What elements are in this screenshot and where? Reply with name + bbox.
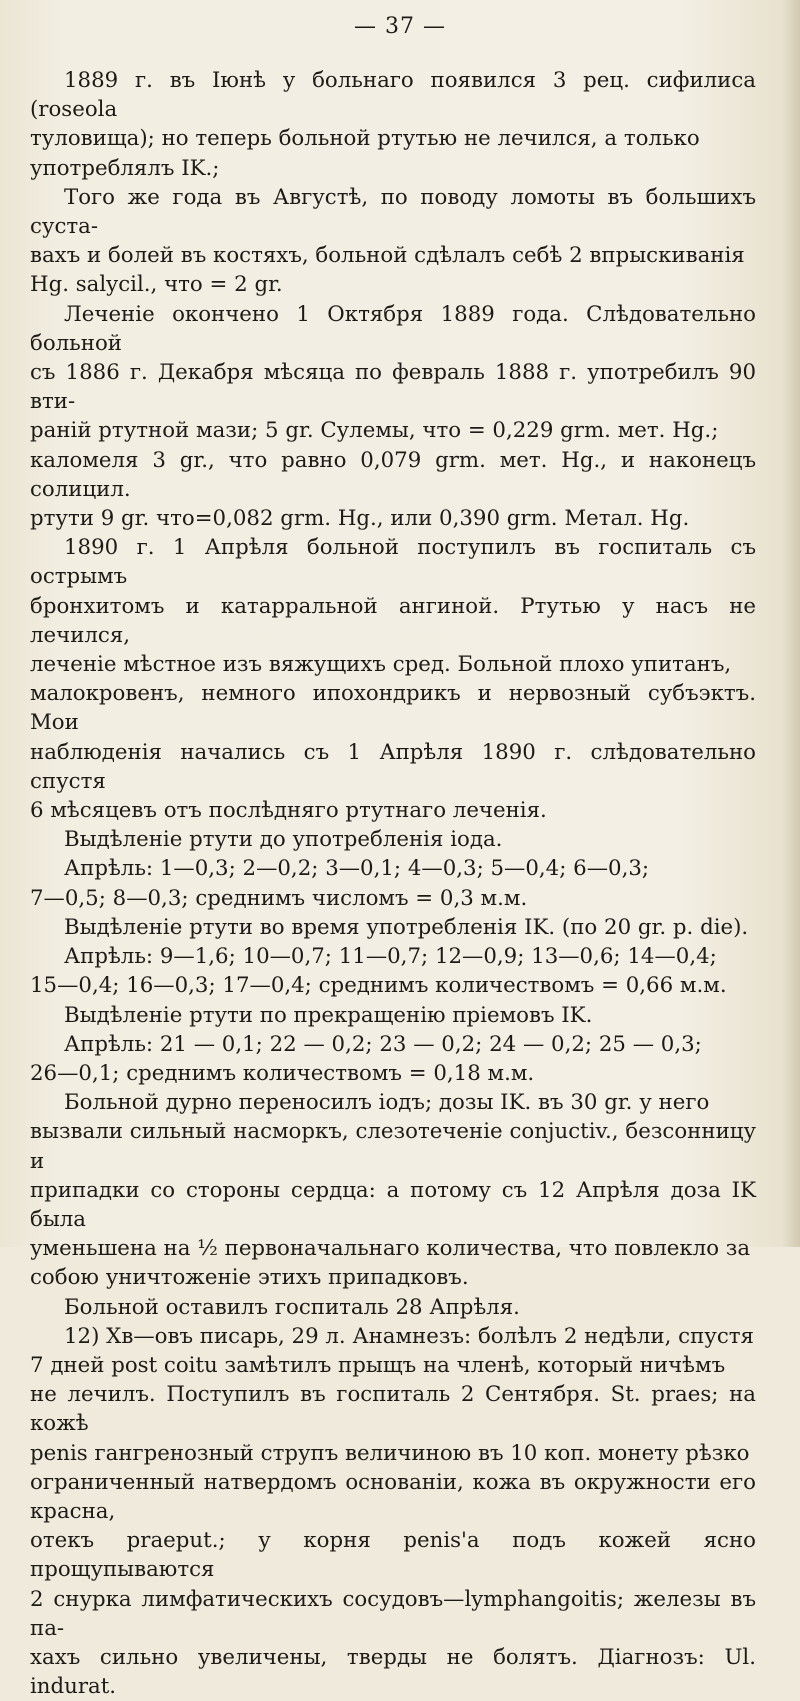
text-line: 2 снурка лимфатическихъ сосудовъ—lymphangoitis; железы въ па- (30, 1586, 756, 1641)
text-line: Апрѣль: 9—1,6; 10—0,7; 11—0,7; 12—0,9; 13—0,6; 14—0,4; (64, 944, 717, 970)
text-line: Выдѣленіе ртути по прекращенію пріемовъ IK. (64, 1002, 593, 1028)
text-line: Больной дурно переносилъ іодъ; дозы IK. въ 30 gr. у него (64, 1090, 710, 1116)
text-line: съ 1886 г. Декабря мѣсяца по февраль 1888 г. употребилъ 90 вти- (30, 360, 756, 415)
text-line: бронхитомъ и катарральной ангиной. Ртутью у насъ не лечился, (30, 593, 756, 648)
page-number: — 37 — (354, 14, 446, 39)
text-line: 12) Хв—овъ писарь, 29 л. Анамнезъ: болѣлъ 2 недѣли, спустя (64, 1323, 754, 1349)
text-line: наблюденія начались съ 1 Апрѣля 1890 г. слѣдовательно спустя (30, 739, 756, 794)
body-text (30, 66, 756, 1701)
text-line: 7—0,5; 8—0,3; среднимъ числомъ = 0,3 м.м. (30, 885, 528, 911)
text-line: Hg. salycil., что = 2 gr. (30, 272, 283, 298)
text-line: отекъ praeput.; у корня penis'а подъ кожей ясно прощупываются (30, 1528, 756, 1583)
text-line: Выдѣленіе ртути во время употребленія IK. (по 20 gr. p. die). (64, 914, 749, 940)
text-line: не лечилъ. Поступилъ въ госпиталь 2 Сентября. St. praes; на кожѣ (30, 1382, 756, 1437)
text-line: вахъ и болей въ костяхъ, больной сдѣлалъ себѣ 2 впрыскиванія (30, 243, 745, 269)
text-line: вызвали сильный насморкъ, слезотеченіе conjuctiv., безсонницу и (30, 1119, 756, 1174)
text-line: Апрѣль: 1—0,3; 2—0,2; 3—0,1; 4—0,3; 5—0,4; 6—0,3; (64, 856, 650, 882)
text-line: раній ртутной мази; 5 gr. Сулемы, что = 0,229 grm. мет. Hg.; (30, 418, 719, 444)
page-edge-shadow (782, 0, 800, 1247)
text-line: малокровенъ, немного ипохондрикъ и нервозный субъэктъ. Мои (30, 681, 756, 736)
text-line: 1890 г. 1 Апрѣля больной поступилъ въ госпиталь съ острымъ (30, 535, 756, 590)
text-line: припадки со стороны сердца: а потому съ 12 Апрѣля доза IK была (30, 1177, 756, 1232)
text-line: Больной оставилъ госпиталь 28 Апрѣля. (64, 1294, 520, 1320)
text-line: Выдѣленіе ртути до употребленія іода. (64, 827, 503, 853)
text-line: penis гангренозный струпъ величиною въ 10 коп. монету рѣзко (30, 1440, 750, 1466)
text-line: Апрѣль: 21 — 0,1; 22 — 0,2; 23 — 0,2; 24 — 0,2; 25 — 0,3; (64, 1031, 702, 1057)
text-line: уменьшена на ½ первоначальнаго количества, что повлекло за (30, 1236, 751, 1262)
text-line: 1889 г. въ Іюнѣ у больнаго появился 3 рец. сифилиса (roseola (30, 68, 756, 123)
text-line: леченіе мѣстное изъ вяжущихъ сред. Больной плохо упитанъ, (30, 652, 732, 678)
text-line: собою уничтоженіе этихъ припадковъ. (30, 1265, 469, 1291)
text-line: ртути 9 gr. что=0,082 grm. Hg., или 0,390 grm. Метал. Hg. (30, 506, 690, 532)
text-line: 7 дней post coitu замѣтилъ прыщъ на членѣ, который ничѣмъ (30, 1352, 726, 1378)
text-line: ограниченный натвердомъ основаніи, кожа въ окружности его красна, (30, 1469, 756, 1524)
text-line: 15—0,4; 16—0,3; 17—0,4; среднимъ количествомъ = 0,66 м.м. (30, 973, 727, 999)
text-line: 6 мѣсяцевъ отъ послѣдняго ртутнаго леченія. (30, 798, 547, 824)
text-line: хахъ сильно увеличены, тверды не болятъ. Діагнозъ: Ul. indurat. (30, 1644, 756, 1700)
text-line: каломеля 3 gr., что равно 0,079 grm. мет. Hg., и наконецъ солицил. (30, 447, 756, 502)
text-line: употреблялъ IK.; (30, 155, 220, 181)
text-line: туловища); но теперь больной ртутью не лечился, а только (30, 126, 700, 152)
text-line: Того же года въ Августѣ, по поводу ломоты въ большихъ суста- (30, 184, 756, 240)
text-line: 26—0,1; среднимъ количествомъ = 0,18 м.м. (30, 1060, 535, 1086)
text-line: Леченіе окончено 1 Октября 1889 года. Слѣдовательно больной (30, 301, 756, 356)
